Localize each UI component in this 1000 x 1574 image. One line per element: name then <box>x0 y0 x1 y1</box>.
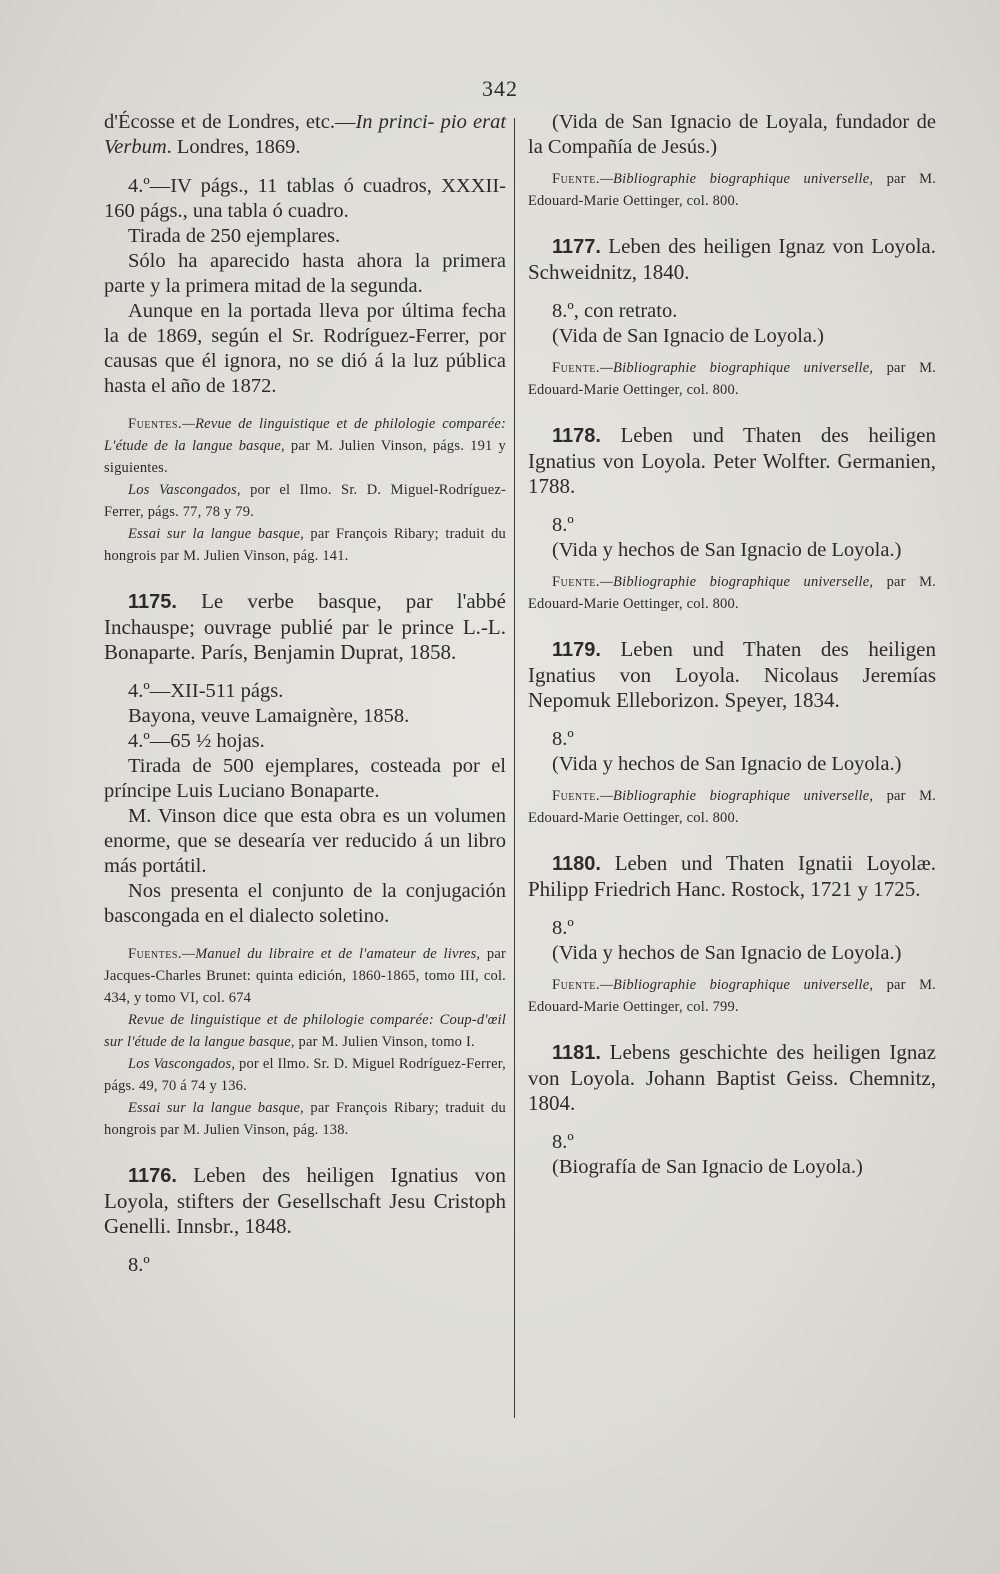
entry-1175: 1175. Le verbe basque, par l'abbé Inchauspe; ouvrage publié par le prince L.-L. Bonaparte. París, Benjamin Duprat, 1858. <box>104 589 506 664</box>
sources-note: Essai sur la langue basque, par François Ribary; traduit du hongrois par M. Julien Vinson, pág. 141. <box>104 526 506 564</box>
entry-detail: 8.º, con retrato. <box>552 300 678 322</box>
sources-note: Fuente.—Bibliographie biographique universelle, par M. Edouard-Marie Oettinger, col. 800. <box>528 574 936 612</box>
entry-detail: Tirada de 500 ejemplares, costeada por el príncipe Luis Luciano Bonaparte. <box>104 755 506 802</box>
sources-note: Fuente.—Bibliographie biographique universelle, par M. Edouard-Marie Oettinger, col. 800. <box>528 788 936 826</box>
entry-detail: (Vida y hechos de San Ignacio de Loyola.) <box>552 539 902 561</box>
entry-detail: M. Vinson dice que esta obra es un volumen enorme, que se desearía ver reducido á un libro más portátil. <box>104 805 506 877</box>
entry-detail: 8.º <box>552 514 574 536</box>
entry-1178: 1178. Leben und Thaten des heiligen Ignatius von Loyola. Peter Wolfter. Germanien, 1788. <box>528 423 936 498</box>
entry-detail: (Vida y hechos de San Ignacio de Loyola.) <box>552 942 902 964</box>
sources-note: Fuente.—Bibliographie biographique universelle, par M. Edouard-Marie Oettinger, col. 800. <box>528 171 936 209</box>
sources-note: Fuente.—Bibliographie biographique universelle, par M. Edouard-Marie Oettinger, col. 800. <box>528 360 936 398</box>
entry-detail: 8.º <box>552 917 574 939</box>
description-paragraph: Tirada de 250 ejemplares. <box>128 225 341 247</box>
description-paragraph: Sólo ha aparecido hasta ahora la primera parte y la primera mitad de la segunda. <box>104 250 506 297</box>
entry-detail: (Vida de San Ignacio de Loyola.) <box>552 325 825 347</box>
sources-note: Revue de linguistique et de philologie comparée: Coup-d'œil sur l'étude de la langue basque, par M. Julien Vinson, tomo I. <box>104 1012 506 1050</box>
entry-detail: (Vida y hechos de San Ignacio de Loyola.) <box>552 753 902 775</box>
entry-detail: 8.º <box>552 728 574 750</box>
entry-1180: 1180. Leben und Thaten Ignatii Loyolæ. Philipp Friedrich Hanc. Rostock, 1721 y 1725. <box>528 851 936 901</box>
page-number: 342 <box>482 76 518 101</box>
sources-note: Essai sur la langue basque, par François Ribary; traduit du hongrois par M. Julien Vinson, pág. 138. <box>104 1100 506 1138</box>
entry-detail: 4.º—65 ½ hojas. <box>128 730 265 752</box>
description-paragraph: Aunque en la portada lleva por última fecha la de 1869, según el Sr. Rodríguez-Ferrer, por causas que él ignora, no se dió á la luz pública hasta el año de 1872. <box>104 300 506 397</box>
entry-detail: Bayona, veuve Lamaignère, 1858. <box>128 705 410 727</box>
entry-1177: 1177. Leben des heiligen Ignaz von Loyola. Schweidnitz, 1840. <box>528 234 936 284</box>
intro-paragraph: d'Écosse et de Londres, etc.—In princi- pio erat Verbum. Londres, 1869. <box>104 111 507 158</box>
sources-note: Fuente.—Bibliographie biographique universelle, par M. Edouard-Marie Oettinger, col. 799. <box>528 977 936 1015</box>
entry-detail: Nos presenta el conjunto de la conjugación bascongada en el dialecto soletino. <box>104 880 506 927</box>
sources-note: Los Vascongados, por el Ilmo. Sr. D. Miguel-Rodríguez-Ferrer, págs. 77, 78 y 79. <box>104 482 506 520</box>
sources-note: Fuentes.—Revue de linguistique et de philologie comparée: L'étude de la langue basque, par M. Julien Vinson, págs. 191 y siguientes. <box>104 416 506 476</box>
entry-detail: 8.º <box>552 1131 574 1153</box>
entry-continuation: (Vida de San Ignacio de Loyala, fundador de la Compañía de Jesús.) <box>528 111 936 158</box>
entry-1179: 1179. Leben und Thaten des heiligen Ignatius von Loyola. Nicolaus Jeremías Nepomuk Elleborizon. Speyer, 1834. <box>528 637 936 712</box>
right-column <box>528 110 936 1180</box>
sources-note: Fuentes.—Manuel du libraire et de l'amateur de livres, par Jacques-Charles Brunet: quinta edición, 1860-1865, tomo III, col. 434, y tomo VI, col. 674 <box>104 946 506 1006</box>
entry-detail: 4.º—XII-511 págs. <box>128 680 284 702</box>
entry-detail: 8.º <box>128 1254 150 1276</box>
entry-detail: (Biografía de San Ignacio de Loyola.) <box>552 1156 863 1178</box>
entry-1176: 1176. Leben des heiligen Ignatius von Loyola, stifters der Gesellschaft Jesu Cristoph Genelli. Innsbr., 1848. <box>104 1163 506 1238</box>
column-divider <box>514 118 515 1418</box>
left-column <box>104 110 506 1278</box>
sources-note: Los Vascongados, por el Ilmo. Sr. D. Miguel Rodríguez-Ferrer, págs. 49, 70 á 74 y 136. <box>104 1056 506 1094</box>
entry-1181: 1181. Lebens geschichte des heiligen Ignaz von Loyola. Johann Baptist Geiss. Chemnitz, 1804. <box>528 1040 936 1115</box>
description-paragraph: 4.º—IV págs., 11 tablas ó cuadros, XXXII-160 págs., una tabla ó cuadro. <box>104 175 506 222</box>
